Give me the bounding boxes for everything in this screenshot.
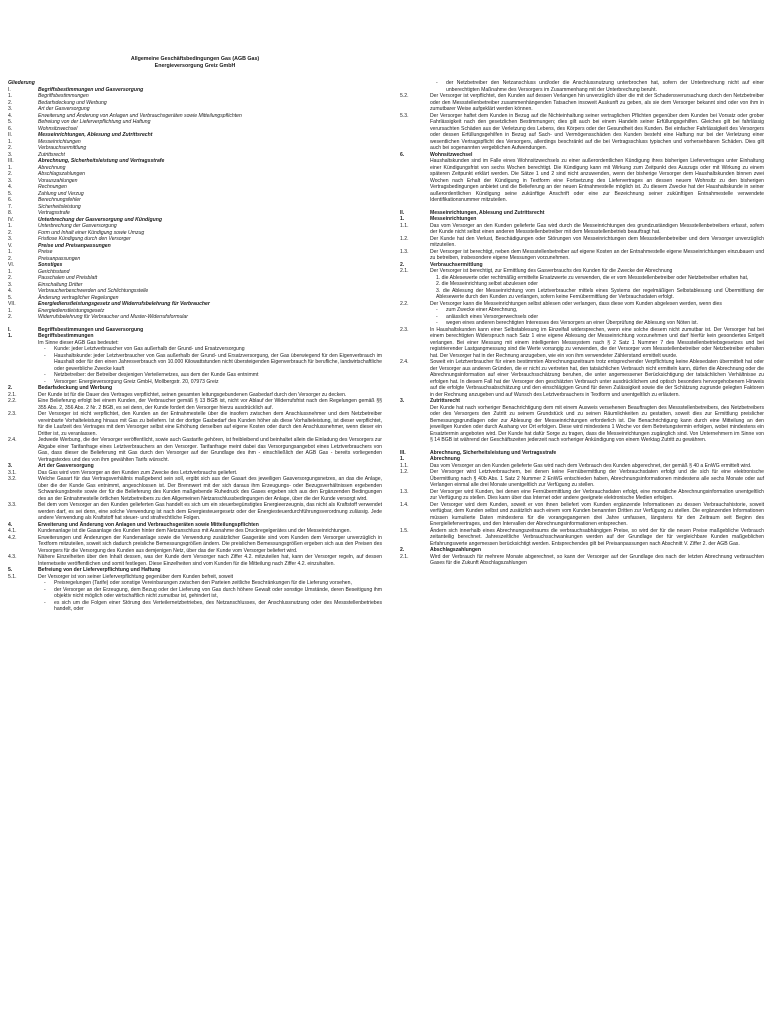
clause-title: Befreiung von der Lieferverpflichtung und Haftung (38, 567, 161, 573)
clause-number: 2. (400, 547, 405, 553)
clause-text: Soweit ein Letztverbraucher für einen bestimmten Abrechnungszeitraum trotz entsprechender Verpflichtung keine Ablesedaten übermittelt hat oder der Versorger aus anderen Gründen, die er nicht zu vertreten hat, den tatsächlichen Verbrauch nicht ermitteln kann, dürfen die Abrechnung oder die Abrechnungsinformation auf einer Verbrauchsschätzung beruhen, die unter angemessener Berücksichtigung der tatsächlichen Verhältnisse zu erfolgen hat. In diesem Fall hat der Versorger den geschätzten Verbrauch unter ausdrücklichem und optisch besonders hervorgehobenem Hinweis auf die erfolgte Verbrauchsabschätzung und den einschlägigen Grund für deren Zulässigkeit sowie die der Schätzung zugrunde gelegten Faktoren in der Rechnung anzugeben und auf Wunsch des Letztverbrauchers in Textform und unentgeltlich zu erläutern. (430, 359, 764, 398)
dash-bullet: - (44, 372, 46, 378)
toc-item-number: 2. (8, 145, 13, 151)
toc-item-label: Berechnungsfehler (38, 197, 81, 203)
clause-text: Bei dem vom Versorger an den Kunden gelieferten Gas handelt es sich um ein steuerbegünstigtes Energieerzeugnis, das nicht als Kraftstoff verwendet werden darf, es sei denn, eine solche Verwendung ist nach dem Energiesteuergesetz oder der Energiesteuerdurchführungsverordnung zulässig. Jede andere Verwendung als Kraftstoff hat steuer- und strafrechtliche Folgen. (38, 502, 382, 521)
toc-item-number: III. (8, 158, 14, 164)
toc-item-label: Wohnsitzwechsel (38, 125, 78, 132)
right-column: - der Netzbetreiber den Netzanschluss und/oder die Anschlussnutzung unterbrochen hat, sofern der Unterbrechung nicht auf einer unberechtigten Maßnahme des Versorgers im Zusammenhang mit der Unterbrechung beruht. 5.2. Der Versorger ist verpflichtet, den Kunden auf dessen Verlangen hin unverzüglich über die mit der Schadensverursachung durch den Netzbetreiber oder den Messstellenbetreiber zusammenhängenden Tatsachen insoweit Auskunft zu geben, als sie dem Versorger bekannt sind oder von ihm in zumutbarer Weise aufgeklärt werden können. 5.3. Der Versorger haftet dem Kunden in Bezug auf die Nichteinhaltung seiner vertraglichen Pflichten gegenüber dem Kunden bei Vorsatz oder grober Fahrlässigkeit nach den gesetzlichen Bestimmungen; dies gilt auch bei einem Handeln seiner Erfüllungsgehilfen. Gleiches gilt bei fahrlässig verursachten Schäden aus der Verletzung des Lebens, des Körpers oder der Gesundheit des Kunden. Bei einfacher Fahrlässigkeit des Versorgers oder dessen Erfüllungsgehilfen in Bezug auf Sach- und Vermögensschäden des Kunden besteht eine Haftung nur bei der Verletzung einer wesentlichen Vertragspflicht des Versorgers, allerdings beschränkt auf die bei Vertragsschluss typischen und vorhersehbaren Schäden. Dies gilt auch bei sogenannten vergeblichen Aufwendungen. 6. Wohnsitzwechsel Haushaltskunden sind im Falle eines Wohnsitzwechsels zu einer außerordentlichen Kündigung ihres bisherigen Liefervertrages unter Einhaltung einer Kündigungsfrist von sechs Wochen berechtigt. Die Kündigung kann mit Wirkung zum Zeitpunkt des Auszugs oder mit Wirkung zu einem späteren Zeitpunkt erklärt werden. Die Sätze 1 und 2 sind nicht anzuwenden, wenn der bisherige Versorger dem Haushaltskunden binnen zwei Wochen nach Erhalt der Kündigung in Textform eine Fortsetzung des Liefervertrages an dessen neuem Wohnsitz zu den bisherigen Vertragsbedingungen anbietet und die Belieferung an der neuen Entnahmestelle möglich ist. Zu diesem Zwecke hat der Haushaltskunde in seiner außerordentlichen Kündigung seine zukünftige Anschrift oder eine zur Bezeichnung seiner zukünftigen Entnahmestelle verwendete Identifikationsnummer mitzuteilen. II. Messeinrichtungen, Ablesung und Zutrittsrecht 1. Messeinrichtungen 1.1. Das vom Versorger an den Kunden gelieferte Gas wird durch die Messeinrichtungen des grundzuständigen Messstellenbetreibers erfasst, sofern der Kunde nicht selbst einen anderen Messstellenbetreiber mit dem Messstellenbetrieb beauftragt hat. 1.2. Der Kunde hat den Verlust, Beschädigungen oder Störungen von Messeinrichtungen dem Messstellenbetreiber und dem Versorger unverzüglich mitzuteilen. 1.3. Der Versorger ist berechtigt, neben dem Messstellenbetreiber auf eigene Kosten an der Entnahmestelle eigene Messeinrichtungen einzubauen und zu betreiben, insbesondere eigene Messungen vorzunehmen. 2. Verbrauchsermittlung 2.1. Der Versorger ist berechtigt, zur Ermittlung des Gasverbrauchs des Kunden für die Zwecke der Abrechnung 1. die Ablesewerte oder rechtmäßig ermittelte Ersatzwerte zu verwenden, die er vom Messstellenbetreiber oder Netzbetreiber erhalten hat, 2. die Messeinrichtung selbst abzulesen oder 3. die Ablesung der Messeinrichtung vom Letztverbraucher mittels eines Systems der regelmäßigen Selbstablesung und Übermittlung der Ablesewerte durch den Kunden zu verlangen, sofern keine Fernübermittlung der Verbrauchsdaten erfolgt. 2.2. Der Versorger kann die Messeinrichtungen selbst ablesen oder verlangen, dass diese vom Kunden abgelesen werden, wenn dies - zum Zwecke einer Abrechnung, - anlässlich eines Versorgerwechsels oder - wegen eines anderen berechtigten Interesses des Versorgers an einer Überprüfung der Ablesung von Nöten ist. 2.3. In Haushaltskunden kann einer Selbstablesung im Einzelfall widersprechen, wenn eine solche diesem nicht zumutbar ist. Der Versorger hat bei einem berechtigten Widerspruch nach Satz 1 eine eigene Ablesung der Messeinrichtung vorzunehmen und darf hierfür kein gesondertes Entgelt verlangen. Bei einer Messung mit einem intelligenten Messsystem nach § 2 Satz 1 Nummer 7 des Messstellenbetriebsgesetzes und bei registrierender Lastgangmessung sind die Werte vorrangig zu verwenden, die der Versorger vom Messstellenbetreiber oder Netzbetreiber erhalten hat. Der Versorger hat in der Rechnung anzugeben, wie ein von ihm verwendeter Zählerstand ermittelt wurde. 2.4. Soweit ein Letztverbraucher für einen bestimmten Abrechnungszeitraum trotz entsprechender Verpflichtung keine Ablesedaten übermittelt hat oder der Versorger aus anderen Gründen, die er nicht zu vertreten hat, den tatsächlichen Verbrauch nicht ermitteln kann, dürfen die Abrechnung oder die Abrechnungsinformation auf einer Verbrauchsschätzung beruhen, die unter angemessener Berücksichtigung der tatsächlichen Verhältnisse zu erfolgen hat. In diesem Fall hat der Versorger den geschätzten Verbrauch unter ausdrücklichem und optisch besonders hervorgehobenem Hinweis auf die erfolgte Verbrauchsabschätzung und den einschlägigen Grund für deren Zulässigkeit sowie die der Schätzung zugrunde gelegten Faktoren in der Rechnung anzugeben und auf Wunsch des Letztverbrauchers in Textform und unentgeltlich zu erläutern. 3. Zutrittsrecht Der Kunde hat nach vorheriger Benachrichtigung dem mit einem Ausweis versehenen Beauftragten des Messstellenbetreibers, des Netzbetreibers oder des Versorgers den Zutritt zu seinem Grundstück und zu seinen Räumlichkeiten zu gestatten, soweit dies zur Ermittlung preislicher Bemessungsgrundlagen oder zur Ablesung der Messeinrichtungen erforderlich ist. Die Benachrichtigung kann durch eine Mitteilung an den jeweiligen Kunden oder durch Aushang vor Ort erfolgen. Diese wird mindestens 1 Woche vor dem Betretungstermin erfolgen, wobei mindestens ein Ersatztermin angeboten wird. Der Kunde hat dafür Sorge zu tragen, dass die Messeinrichtungen zugänglich sind. Von Unternehmern im Sinne von § 14 BGB ist während der Geschäftszeiten jederzeit nach vorheriger Ankündigung von einem Werktag Zutritt zu gewähren. III. Abrechnung, Sicherheitsleistung und Vertragsstrafe 1. Abrechnung 1.1. Das vom Versorger an den Kunden gelieferte Gas wird nach dem Verbrauch des Kunden abgerechnet, der gemäß § 40 a EnWG ermittelt wird. 1.2. Der Versorger wird Letztverbrauchern, bei denen keine Fernübermittlung der Verbrauchsdaten erfolgt und die sich für eine elektronische Übermittlung nach § 40b Abs. 1 Satz 2 Nummer 2 EnWG entschieden haben, Abrechnungsinformationen mindestens alle sechs Monate oder auf Verlangen einmal alle drei Monate unentgeltlich zur Verfügung zu stellen. 1.3. Der Versorger wird Kunden, bei denen eine Fernübermittlung der Verbrauchsdaten erfolgt, eine monatliche Abrechnungsinformation unentgeltlich zur Verfügung zu stellen. Dies kann über das Internet oder andere geeignete elektronische Medien erfolgen. 1.4. Der Versorger wird dem Kunden, soweit er von ihnen beliefert vom Kunden ergänzende Informationen zu dessen Verbrauchshistorie, soweit verfügbar, dem Kunden selbst und zusätzlich auch einem vom Kunden benannten Dritten zur Verfügung zu stellen. Die ergänzenden Informationen müssen kumulierte Daten mindestens für die vorangegangenen drei Jahre umfassen, längstens für den Zeitraum seit Beginn des Energieliefervertrages, und den Intervallen der Abrechnungsinformationen entsprechen. 1.5. Ändern sich innerhalb eines Abrechnungszeitraums die verbrauchsabhängigen Preise, so wird der für die neuen Preise maßgebliche Verbrauch zeitanteilig berechnet. Jahreszeitliche Verbrauchsschwankungen werden auf der Grundlage der für vergleichbare Kunden maßgeblichen Erfahrungswerte angemessen berücksichtigt werden. Entsprechendes gilt bei Preisanpassungen nach Abschnitt V. Ziffer 2. der AGB Gas. 2. Abschlagszahlungen 2.1. Wird der Verbrauch für mehrere Monate abgerechnet, so kann der Versorger auf der Grundlage des nach der letzten Abrechnung verbrauchten Gases für die Zukunft Abschlagszahlungen (400, 80, 764, 566)
clause-number: 5. (8, 567, 13, 573)
section-number: III. (400, 449, 406, 456)
section-number: II. (400, 209, 405, 216)
dash-bullet: - (44, 586, 46, 593)
list-item-text: der Versorger an der Erzeugung, dem Bezug oder der Lieferung von Gas durch höhere Gewalt oder sonstige Umstände, deren Beseitigung ihm objektiv nicht möglich oder wirtschaftlich nicht zumutbar ist, gehindert ist, (54, 586, 382, 599)
toc-item-number: 6. (8, 197, 13, 203)
list-item-text: wegen eines anderen berechtigten Interesses des Versorgers an einer Überprüfung der Ablesung von Nöten ist. (446, 320, 699, 326)
list-item-text: 2. die Messeinrichtung selbst abzulesen oder (436, 281, 538, 287)
clause-text: Der Kunde hat den Verlust, Beschädigungen oder Störungen von Messeinrichtungen dem Messstellenbetreiber und dem Versorger unverzüglich mitzuteilen. (430, 235, 764, 248)
clause-text: Eine Belieferung erfolgt bei einem Kunden, der Verbraucher gemäß § 13 BGB ist, nicht vor Ablauf der Widerrufsfrist nach den Regelungen gemäß §§ 355 Abs. 2, 356 Abs. 2 Nr. 2 BGB, es sei denn, der Kunde fordert den Versorger hierzu ausdrücklich auf. (38, 398, 382, 411)
toc-item-label: Verbrauchsermittlung (38, 145, 87, 151)
clause-title: Bedarfsdeckung und Werbung (38, 385, 113, 391)
clause-text: Nähere Einzelheiten über den Inhalt dessen, was der Kunde dem Versorger nach Ziffer 4.2. mitzuteilen hat, kann der Versorger regeln, auf dessen Internetseite veröffentlichen und somit festlegen. Diese Einzelheiten sind vom Kunden für die Mitteilung nach Ziffer 4.2. einzuhalten. (38, 554, 382, 567)
toc-item-number: 3. (8, 236, 13, 242)
toc-item-number: 2. (8, 229, 13, 236)
title-line-1: Allgemeine Geschäftsbedingungen Gas (AGB Gas) (130, 56, 260, 62)
toc-item-label: Abschlagszahlungen (38, 171, 86, 177)
toc-item-label: Gerichtsstand (38, 268, 70, 275)
toc-item-number: V. (8, 242, 13, 249)
list-item (8, 353, 382, 373)
list-item-text: 3. die Ablesung der Messeinrichtung vom Letztverbraucher mittels eines Systems der regelmäßigen Selbstablesung und Übermittlung der Ablesewerte durch den Kunden zu verlangen, sofern keine Fernübermittlung der Verbrauchsdaten erfolgt. (436, 287, 764, 300)
toc-item-label: Zutrittsrecht (38, 151, 65, 158)
toc-item-number: 1. (8, 93, 13, 99)
toc-item-label: Pauschalen und Preisblatt (38, 275, 98, 281)
clause-number: 1. (400, 456, 405, 462)
clause-text: Im Sinne dieser AGB Gas bedeutet: (38, 339, 119, 346)
toc-item-number: IV. (8, 216, 14, 223)
clause-title: Art der Gasversorgung (38, 463, 94, 469)
toc-item-number: 8. (8, 210, 13, 216)
toc-item-label: Änderung vertraglicher Regelungen (38, 294, 119, 301)
clause-text: Welche Gasart für das Vertragsverhältnis maßgebend sein soll, ergibt sich aus der Gasart des jeweiligen Gasversorgungsnetzes, an das die Anlage, über die der Kunde Gas entnimmt, angeschlossen ist. Der Brennwert mit der sich daraus ihm Erzeugungs- oder Bezugsverhältnissen ergebenden Schwankungsbreite sowie der für die Belieferung des Kunden maßgebende Ruhedruck des Gases ergeben sich aus den Ergänzenden Bedingungen des an der Entnahmestelle örtlichen Netzbetreibers zu den Allgemeinen Netzanschlussbedingungen der Anlage, über die der Kunde versorgt wird. (38, 476, 382, 502)
dash-bullet: - (436, 313, 438, 320)
reading-methods-list (400, 275, 764, 301)
clause-number: 3. (400, 398, 405, 404)
toc-item-number: 6. (8, 125, 13, 132)
clause-text: Das vom Versorger an den Kunden gelieferte Gas wird durch die Messeinrichtungen des grundzuständigen Messstellenbetreibers erfasst, sofern der Kunde nicht selbst einen anderen Messstellenbetreiber mit dem Messstellenbetrieb beauftragt hat. (430, 222, 764, 235)
reading-reasons-list (400, 307, 764, 327)
clause-text: Der Versorger haftet dem Kunden in Bezug auf die Nichteinhaltung seiner vertraglichen Pflichten gegenüber dem Kunden bei Vorsatz oder grober Fahrlässigkeit nach den gesetzlichen Bestimmungen; dies gilt auch bei einem Handeln seiner Erfüllungsgehilfen. Gleiches gilt bei fahrlässig verursachten Schäden aus der Verletzung des Lebens, des Körpers oder der Gesundheit des Kunden. Bei einfacher Fahrlässigkeit des Versorgers oder dessen Erfüllungsgehilfen in Bezug auf Sach- und Vermögensschäden des Kunden besteht eine Haftung nur bei der Verletzung einer wesentlichen Vertragspflicht des Versorgers, allerdings beschränkt auf die bei Vertragsschluss typischen und vorhersehbaren Schäden. Dies gilt auch bei sogenannten vergeblichen Aufwendungen. (430, 112, 764, 151)
clause-number: 4. (8, 521, 13, 528)
toc-item-number: 1. (8, 249, 13, 255)
list-item-text: Preisregelungen (Tarife) oder sonstige Vereinbarungen zwischen den Parteien zeitliche Beschränkungen für die Lieferung vorsehen, (54, 580, 352, 586)
toc-item-number: 1. (8, 223, 13, 229)
section-number: I. (8, 326, 11, 333)
clause-number: 1. (400, 216, 405, 222)
toc-item-label: Vertragsstrafe (38, 210, 70, 216)
toc-item-number: 1. (8, 268, 13, 275)
clause-text: Der Versorger kann die Messeinrichtungen selbst ablesen oder verlangen, dass diese vom Kunden abgelesen werden, wenn dies (430, 300, 722, 307)
toc-item-label: Erweiterung und Änderung von Anlagen und Verbrauchsgeräten sowie Mitteilungspflichten (38, 112, 242, 119)
clause-text: Wird der Verbrauch für mehrere Monate abgerechnet, so kann der Versorger auf der Grundlage des nach der letzten Abrechnung verbrauchten Gases für die Zukunft Abschlagszahlungen (430, 553, 764, 566)
toc-item-label: Einschaltung Dritter (38, 281, 83, 288)
toc-item-label: Begriffsbestimmungen und Gasversorgung (38, 86, 144, 93)
dash-bullet: - (436, 307, 438, 313)
dash-bullet: - (44, 352, 46, 359)
list-item-text: Haushaltskunde: jeder Letztverbraucher von Gas außerhalb der Grund- und Ersatzversorgung, der Gas überwiegend für den Eigenverbrauch im Haushalt oder für den einen Jahresverbrauch von 10.000 Kilowattstunden nicht übersteigenden Eigenverbrauch für berufliche, landwirtschaftliche oder gewerbliche Zwecke kauft (54, 352, 382, 372)
dash-bullet: - (44, 346, 46, 352)
clause-title: Wohnsitzwechsel (430, 151, 473, 158)
clause-title: Verbrauchsermittlung (430, 261, 483, 268)
clause-text: Der Versorger ist verpflichtet, den Kunden auf dessen Verlangen hin unverzüglich über die mit der Schadensverursachung durch den Netzbetreiber oder den Messstellenbetreiber zusammenhängenden Tatsachen insoweit Auskunft zu geben, als sie dem Versorger bekannt sind oder von ihm in zumutbarer Weise aufgeklärt werden können. (430, 93, 764, 112)
toc-item-label: Sonstiges (38, 262, 63, 268)
toc-item-number: 1. (8, 307, 13, 314)
clause-number: 1. (8, 333, 13, 339)
clause-title: Messeinrichtungen (430, 216, 477, 222)
toc-item-label: Widerrufsbelehrung für Verbraucher und Muster-Widerrufsformular (38, 314, 188, 320)
clause-text: Der Kunde ist für die Dauer des Vertrages verpflichtet, seinen gesamten leitungsgebundenen Gasbedarf durch den Versorger zu decken. (38, 391, 347, 398)
list-item-text: anlässlich eines Versorgerwechsels oder (446, 313, 539, 320)
toc-item-label: Preisanpassungen (38, 255, 81, 262)
clause-number: 3. (8, 463, 13, 469)
clause-text: Der Versorger wird Kunden, bei denen eine Fernübermittlung der Verbrauchsdaten erfolgt, eine monatliche Abrechnungsinformation unentgeltlich zur Verfügung zu stellen. Dies kann über das Internet oder andere geeignete elektronische Medien erfolgen. (430, 488, 764, 501)
exemption-list (8, 580, 382, 613)
clause-title: Abschlagszahlungen (430, 547, 481, 553)
toc-item-number: 4. (8, 288, 13, 294)
toc-item-number: 3. (8, 177, 13, 184)
toc-heading: Gliederung (8, 80, 35, 86)
list-item-text: Kunde: jeder Letztverbraucher von Gas außerhalb der Grund- und Ersatzversorgung (54, 346, 245, 352)
toc-item-label: Begriffsbestimmungen (38, 93, 89, 99)
clause-text: Erweiterungen und Änderungen der Kundenanlage sowie die Verwendung zusätzlicher Gasgeräte sind vom Kunden dem Versorger unverzüglich in Textform mitzuteilen, soweit sich dadurch preisliche Bemessungsgrößen ändern. Die preislichen Bemessungsgrößen ergeben sich aus den Preisen des Versorgers für die Versorgung des Kunden aus demjenigen Netz, über das der Kunde vom Versorger beliefert wird. (38, 534, 382, 554)
toc-item-label: Zahlung und Verzug (38, 190, 84, 197)
clause-title: Zutrittsrecht (430, 398, 460, 404)
toc-item (8, 314, 382, 321)
dash-bullet: - (44, 599, 46, 606)
toc-item-label: Abrechnung, Sicherheitsleistung und Vertragsstrafe (38, 158, 165, 164)
toc-item-number: II. (8, 132, 13, 138)
title-line-2: Energieversorgung Greiz GmbH (154, 63, 236, 69)
toc-item-label: Befreiung von der Lieferverpflichtung und Haftung (38, 119, 151, 125)
toc-item-label: Vorauszahlungen (38, 177, 78, 184)
toc-item-number: 5. (8, 190, 13, 197)
toc-item-number: 3. (8, 281, 13, 288)
continued-list-item: der Netzbetreiber den Netzanschluss und/oder die Anschlussnutzung unterbrochen hat, sofern der Unterbrechung nicht auf einer unberechtigten Maßnahme des Versorgers im Zusammenhang mit der Unterbrechung beruht. (446, 80, 764, 93)
list-item (8, 587, 382, 600)
toc-item-number: 2. (8, 314, 13, 320)
toc-item-number: 2. (8, 275, 13, 281)
clause-title: Begriffsbestimmungen (38, 333, 94, 339)
clause-text: Der Kunde hat nach vorheriger Benachrichtigung dem mit einem Ausweis versehenen Beauftragten des Messstellenbetreibers, des Netzbetreibers oder des Versorgers den Zutritt zu seinem Grundstück und zu seinen Räumlichkeiten zu gestatten, soweit dies zur Ermittlung preislicher Bemessungsgrundlagen oder zur Ablesung der Messeinrichtungen erforderlich ist. Die Benachrichtigung kann durch eine Mitteilung an den jeweiligen Kunden oder durch Aushang vor Ort erfolgen. Diese wird mindestens 1 Woche vor dem Betretungstermin erfolgen, wobei mindestens ein Ersatztermin angeboten wird. Der Kunde hat dafür Sorge zu tragen, dass die Messeinrichtungen zugänglich sind. Von Unternehmern im Sinne von § 14 BGB ist während der Geschäftszeiten jederzeit nach vorheriger Ankündigung von einem Werktag Zutritt zu gewähren. (430, 404, 764, 443)
toc-item-number: 2. (8, 255, 13, 262)
list-item-text: Netzbetreiber: der Betreiber desjenigen Verteilernetzes, aus dem der Kunde Gas entnimmt (54, 372, 259, 378)
clause-number: 2. (400, 261, 405, 268)
table-of-contents (8, 87, 382, 321)
clause-text: Kundenanlage ist die Gasanlage des Kunden hinter dem Netzanschluss mit Ausnahme des Druckregelgerätes und der Messeinrichtungen. (38, 528, 351, 534)
toc-item-label: Form und Inhalt einer Kündigung sowie Umzug (38, 229, 145, 236)
toc-item-label: Energiedienstleistungsgesetz (38, 307, 105, 314)
clause-text: Der Versorger ist nicht verpflichtet, den Kunden an der Entnahmestelle über die insofern zwischen dem Anschlussnehmer und dem Netzbetreiber vereinbarte Vorhalteleistung hinaus mit Gas zu beliefern. Ist der dortige Gasbedarf des Kunden höher als diese Vorhalteleistung, ist dieser verpflichtet, für die Laufzeit des Vertrages mit dem Versorger selbst eine Erhöhung derselben auf eigene Kosten oder durch den Anschlussnehmer, wenn dieser ein Dritter ist, zu veranlassen. (38, 411, 382, 437)
clause-text: Der Versorger ist berechtigt, neben dem Messstellenbetreiber auf eigene Kosten an der Entnahmestelle eigene Messeinrichtungen einzubauen und zu betreiben, insbesondere eigene Messungen vorzunehmen. (430, 248, 764, 261)
toc-item-number: 4. (8, 184, 13, 190)
toc-item-label: Unterbrechung der Gasversorgung und Kündigung (38, 216, 162, 223)
section-title: Begriffsbestimmungen und Gasversorgung (38, 326, 144, 333)
clause-text: Ändern sich innerhalb eines Abrechnungszeitraums die verbrauchsabhängigen Preise, so wird der für die neuen Preise maßgebliche Verbrauch zeitanteilig berechnet. Jahreszeitliche Verbrauchsschwankungen werden auf der Grundlage der für vergleichbare Kunden maßgeblichen Erfahrungswerte angemessen berücksichtigt werden. Entsprechendes gilt bei Preisanpassungen nach Abschnitt V. Ziffer 2. der AGB Gas. (430, 527, 764, 547)
toc-item-label: Preise und Preisanpassungen (38, 242, 111, 249)
dash-bullet: - (436, 320, 438, 326)
list-item (8, 600, 382, 613)
toc-item-label: Unterbrechung der Gasversorgung (38, 223, 117, 229)
toc-item-number: 1. (8, 138, 13, 145)
dash-bullet: - (44, 378, 46, 385)
clause-text: Das vom Versorger an den Kunden gelieferte Gas wird nach dem Verbrauch des Kunden abgerechnet, der gemäß § 40 a EnWG ermittelt wird. (430, 462, 752, 469)
toc-item-number: 3. (8, 151, 13, 158)
clause-text: Der Versorger ist berechtigt, zur Ermittlung des Gasverbrauchs des Kunden für die Zwecke der Abrechnung (430, 268, 673, 274)
toc-item-label: Sicherheitsleistung (38, 203, 81, 210)
clause-text: Haushaltskunden sind im Falle eines Wohnsitzwechsels zu einer außerordentlichen Kündigung ihres bisherigen Liefervertrages unter Einhaltung einer Kündigungsfrist von sechs Wochen berechtigt. Die Kündigung kann mit Wirkung zum Zeitpunkt des Auszugs oder mit Wirkung zu einem späteren Zeitpunkt erklärt werden. Die Sätze 1 und 2 sind nicht anzuwenden, wenn der bisherige Versorger dem Haushaltskunden binnen zwei Wochen nach Erhalt der Kündigung in Textform eine Fortsetzung des Liefervertrages an dessen neuem Wohnsitz zu den bisherigen Vertragsbedingungen anbietet und die Belieferung an der neuen Entnahmestelle möglich ist. Zu diesem Zwecke hat der Haushaltskunde in seiner außerordentlichen Kündigung seine zukünftige Anschrift oder eine zur Bezeichnung seiner zukünftigen Entnahmestelle verwendete Identifikationsnummer mitzuteilen. (430, 158, 764, 203)
toc-item-number: 5. (8, 294, 13, 301)
toc-item-label: Bedarfsdeckung und Werbung (38, 99, 107, 106)
toc-item-number: 2. (8, 171, 13, 177)
left-column: Gliederung I. Begriffsbestimmungen und Gasversorgung 1. Begriffsbestimmungen 2. Bedarfsdeckung und Werbung 3. Art der Gasversorgung 4. Erweiterung und Änderung von Anlagen und Verbrauchsgeräten sowie Mitteilungspflichten 5. Befreiung von der Lieferverpflichtung und Haftung 6. Wohnsitzwechsel II. Messeinrichtungen, Ablesung und Zutrittsrecht 1. Messeinrichtungen 2. Verbrauchsermittlung 3. Zutrittsrecht III. Abrechnung, Sicherheitsleistung und Vertragsstrafe 1. Abrechnung 2. Abschlagszahlungen 3. Vorauszahlungen 4. Rechnungen 5. Zahlung und Verzug 6. Berechnungsfehler 7. Sicherheitsleistung 8. Vertragsstrafe IV. Unterbrechung der Gasversorgung und Kündigung 1. Unterbrechung der Gasversorgung 2. Form und Inhalt einer Kündigung sowie Umzug 3. Fristlose Kündigung durch den Versorger V. Preise und Preisanpassungen 1. Preise 2. Preisanpassungen VI. Sonstiges 1. Gerichtsstand 2. Pauschalen und Preisblatt 3. Einschaltung Dritter 4. Verbraucherbeschwerden und Schlichtungsstelle 5. Änderung vertraglicher Regelungen VII. Energiedienstleistungsgesetz und Widerrufsbelehrung für Verbraucher 1. Energiedienstleistungsgesetz 2. Widerrufsbelehrung für Verbraucher und Muster-Widerrufsformular I. Begriffsbestimmungen und Gasversorgung 1. Begriffsbestimmungen Im Sinne dieser AGB Gas bedeutet: - Kunde: jeder Letztverbraucher von Gas außerhalb der Grund- und Ersatzversorgung - Haushaltskunde: jeder Letztverbraucher von Gas außerhalb der Grund- und Ersatzversorgung, der Gas überwiegend für den Eigenverbrauch im Haushalt oder für den einen Jahresverbrauch von 10.000 Kilowattstunden nicht übersteigenden Eigenverbrauch für berufliche, landwirtschaftliche oder gewerbliche Zwecke kauft - Netzbetreiber: der Betreiber desjenigen Verteilernetzes, aus dem der Kunde Gas entnimmt - Versorger: Energieversorgung Greiz GmbH, Mollbergstr. 20, 07973 Greiz 2. Bedarfsdeckung und Werbung 2.1. Der Kunde ist für die Dauer des Vertrages verpflichtet, seinen gesamten leitungsgebundenen Gasbedarf durch den Versorger zu decken. 2.2. Eine Belieferung erfolgt bei einem Kunden, der Verbraucher gemäß § 13 BGB ist, nicht vor Ablauf der Widerrufsfrist nach den Regelungen gemäß §§ 355 Abs. 2, 356 Abs. 2 Nr. 2 BGB, es sei denn, der Kunde fordert den Versorger hierzu ausdrücklich auf. 2.3. Der Versorger ist nicht verpflichtet, den Kunden an der Entnahmestelle über die insofern zwischen dem Anschlussnehmer und dem Netzbetreiber vereinbarte Vorhalteleistung hinaus mit Gas zu beliefern. Ist der dortige Gasbedarf des Kunden höher als diese Vorhalteleistung, ist dieser verpflichtet, für die Laufzeit des Vertrages mit dem Versorger selbst eine Erhöhung derselben auf eigene Kosten oder durch den Anschlussnehmer, wenn dieser ein Dritter ist, zu veranlassen. 2.4. Jedwede Werbung, die der Versorger veröffentlicht, sowie auch Gastarife gehören, ist freibleibend und beinhaltet allein die Einladung des Versorgers zur Abgabe einer Tarifanfrage eines Letztverbrauchers an den Versorger. Tarifanfrage meint dabei das Versorgungsangebot eines Letztverbrauchers von Gas, dass dieser die Belieferung mit Gas durch den Versorger auf der Grundlage des ihm - einschließlich der AGB Gas - bereits vorliegenden Vertragstextes und des von ihm gewählten Tarifs wünscht. 3. Art der Gasversorgung 3.1. Das Gas wird vom Versorger an den Kunden zum Zwecke des Letztverbrauchs geliefert. 3.2. Welche Gasart für das Vertragsverhältnis maßgebend sein soll, ergibt sich aus der Gasart des jeweiligen Gasversorgungsnetzes, an das die Anlage, über die der Kunde Gas entnimmt, angeschlossen ist. Der Brennwert mit der sich daraus ihm Erzeugungs- oder Bezugsverhältnissen ergebenden Schwankungsbreite sowie der für die Belieferung des Kunden maßgebende Ruhedruck des Gases ergeben sich aus den Ergänzenden Bedingungen des an der Entnahmestelle örtlichen Netzbetreibers zu den Allgemeinen Netzanschlussbedingungen der Anlage, über die der Kunde versorgt wird. 3.3. Bei dem vom Versorger an den Kunden gelieferten Gas handelt es sich um ein steuerbegünstigtes Energieerzeugnis, das nicht als Kraftstoff verwendet werden darf, es sei denn, eine solche Verwendung ist nach dem Energiesteuergesetz oder der Energiesteuerdurchführungsverordnung zulässig. Jede andere Verwendung als Kraftstoff hat steuer- und strafrechtliche Folgen. 4. Erweiterung und Änderung von Anlagen und Verbrauchsgeräten sowie Mitteilungspflichten 4.1. Kundenanlage ist die Gasanlage des Kunden hinter dem Netzanschluss mit Ausnahme des Druckregelgerätes und der Messeinrichtungen. 4.2. Erweiterungen und Änderungen der Kundenanlage sowie die Verwendung zusätzlicher Gasgeräte sind vom Kunden dem Versorger unverzüglich in Textform mitzuteilen, soweit sich dadurch preisliche Bemessungsgrößen ändern. Die preislichen Bemessungsgrößen ergeben sich aus den Preisen des Versorgers für die Versorgung des Kunden aus demjenigen Netz, über das der Kunde vom Versorger beliefert wird. 4.3. Nähere Einzelheiten über den Inhalt dessen, was der Kunde dem Versorger nach Ziffer 4.2. mitzuteilen hat, kann der Versorger regeln, auf dessen Internetseite veröffentlichen und somit festlegen. Diese Einzelheiten sind vom Kunden für die Mitteilung nach Ziffer 4.2. einzuhalten. 5. Befreiung von der Lieferverpflichtung und Haftung 5.1. Der Versorger ist von seiner Lieferverpflichtung gegenüber dem Kunden befreit, soweit - Preisregelungen (Tarife) oder sonstige Vereinbarungen zwischen den Parteien zeitliche Beschränkungen für die Lieferung vorsehen, - der Versorger an der Erzeugung, dem Bezug oder der Lieferung von Gas durch höhere Gewalt oder sonstige Umstände, deren Beseitigung ihm objektiv nicht möglich oder wirtschaftlich nicht zumutbar ist, gehindert ist, - es sich um die Folgen einer Störung des Verteilernetzbetriebes, des Netzanschlusses, der Anschlussnutzung oder des Messstellenbetriebes handelt, oder (8, 80, 382, 612)
toc-item-label: Energiedienstleistungsgesetz und Widerrufsbelehrung für Verbraucher (38, 301, 210, 307)
toc-item-label: Preise (38, 249, 53, 255)
toc-item-number: 2. (8, 99, 13, 106)
toc-item-label: Abrechnung (38, 164, 66, 171)
clause-text: In Haushaltskunden kann einer Selbstablesung im Einzelfall widersprechen, wenn eine solche diesem nicht zumutbar ist. Der Versorger hat bei einem berechtigten Widerspruch nach Satz 1 eine eigene Ablesung der Messeinrichtung vorzunehmen und darf hierfür kein gesondertes Entgelt verlangen. Bei einer Messung mit einem intelligenten Messsystem nach § 2 Satz 1 Nummer 7 des Messstellenbetriebsgesetzes und bei registrierender Lastgangmessung sind die Werte vorrangig zu verwenden, die der Versorger vom Messstellenbetreiber oder Netzbetreiber erhalten hat. Der Versorger hat in der Rechnung anzugeben, wie ein von ihm verwendeter Zählerstand ermittelt wurde. (430, 326, 764, 359)
document-title (0, 56, 390, 70)
list-item-text: zum Zwecke einer Abrechnung, (446, 307, 518, 313)
clause-text: Der Versorger wird Letztverbrauchern, bei denen keine Fernübermittlung der Verbrauchsdaten erfolgt und die sich für eine elektronische Übermittlung nach § 40b Abs. 1 Satz 2 Nummer 2 EnWG entschieden haben, Abrechnungsinformationen mindestens alle sechs Monate oder auf Verlangen einmal alle drei Monate unentgeltlich zur Verfügung zu stellen. (430, 469, 764, 488)
toc-item-number: 4. (8, 112, 13, 119)
toc-item-label: Verbraucherbeschwerden und Schlichtungsstelle (38, 288, 149, 294)
toc-item-label: Messeinrichtungen, Ablesung und Zutrittsrecht (38, 132, 153, 138)
clause-text: Jedwede Werbung, die der Versorger veröffentlicht, sowie auch Gastarife gehören, ist freibleibend und beinhaltet allein die Einladung des Versorgers zur Abgabe einer Tarifanfrage eines Letztverbrauchers an den Versorger. Tarifanfrage meint dabei das Versorgungsangebot eines Letztverbrauchers von Gas, dass dieser die Belieferung mit Gas durch den Versorger auf der Grundlage des ihm - einschließlich der AGB Gas - bereits vorliegenden Vertragstextes und des von ihm gewählten Tarifs wünscht. (38, 437, 382, 463)
list-item (400, 288, 764, 301)
list-item-text: es sich um die Folgen einer Störung des Verteilernetzbetriebes, des Netzanschlusses, der Anschlussnutzung oder des Messstellenbetriebes handelt, oder (54, 599, 382, 612)
section-title: Abrechnung, Sicherheitsleistung und Vertragsstrafe (430, 449, 557, 456)
toc-item-label: Fristlose Kündigung durch den Versorger (38, 236, 131, 242)
clause-title: Erweiterung und Änderung von Anlagen und Verbrauchsgeräten sowie Mitteilungspflichten (38, 521, 259, 528)
definitions-list (8, 346, 382, 385)
toc-item-number: 1. (8, 164, 13, 171)
clause-number: 6. (400, 151, 405, 158)
clause-text: Der Versorger ist von seiner Lieferverpflichtung gegenüber dem Kunden befreit, soweit (38, 573, 234, 580)
toc-item-label: Rechnungen (38, 184, 67, 190)
toc-item-number: 3. (8, 106, 13, 112)
toc-item-number: 5. (8, 119, 13, 125)
toc-item-number: 7. (8, 203, 13, 210)
clause-text: Das Gas wird vom Versorger an den Kunden zum Zwecke des Letztverbrauchs geliefert. (38, 469, 238, 476)
clause-number: 2. (8, 385, 13, 391)
toc-item-label: Art der Gasversorgung (38, 106, 90, 112)
clause-title: Abrechnung (430, 456, 460, 462)
toc-item-number: VI. (8, 262, 15, 268)
section-title: Messeinrichtungen, Ablesung und Zutrittsrecht (430, 209, 545, 216)
dash-bullet: - (44, 580, 46, 586)
clause-text: Der Versorger wird dem Kunden, soweit er von ihnen beliefert vom Kunden ergänzende Informationen zu dessen Verbrauchshistorie, soweit verfügbar, dem Kunden selbst und zusätzlich auch einem vom Kunden benannten Dritten zur Verfügung zu stellen. Die ergänzenden Informationen müssen kumulierte Daten mindestens für die vorangegangenen drei Jahre umfassen, längstens für den Zeitraum seit Beginn des Energieliefervertrages, und den Intervallen der Abrechnungsinformationen entsprechen. (430, 501, 764, 527)
list-item-text: 1. die Ablesewerte oder rechtmäßig ermittelte Ersatzwerte zu verwenden, die er vom Messstellenbetreiber oder Netzbetreiber erhalten hat, (436, 274, 749, 281)
list-item-text: Versorger: Energieversorgung Greiz GmbH, Mollbergstr. 20, 07973 Greiz (54, 378, 219, 385)
toc-item-label: Messeinrichtungen (38, 138, 81, 145)
toc-item-number: VII. (8, 301, 16, 307)
toc-item-number: I. (8, 86, 11, 93)
